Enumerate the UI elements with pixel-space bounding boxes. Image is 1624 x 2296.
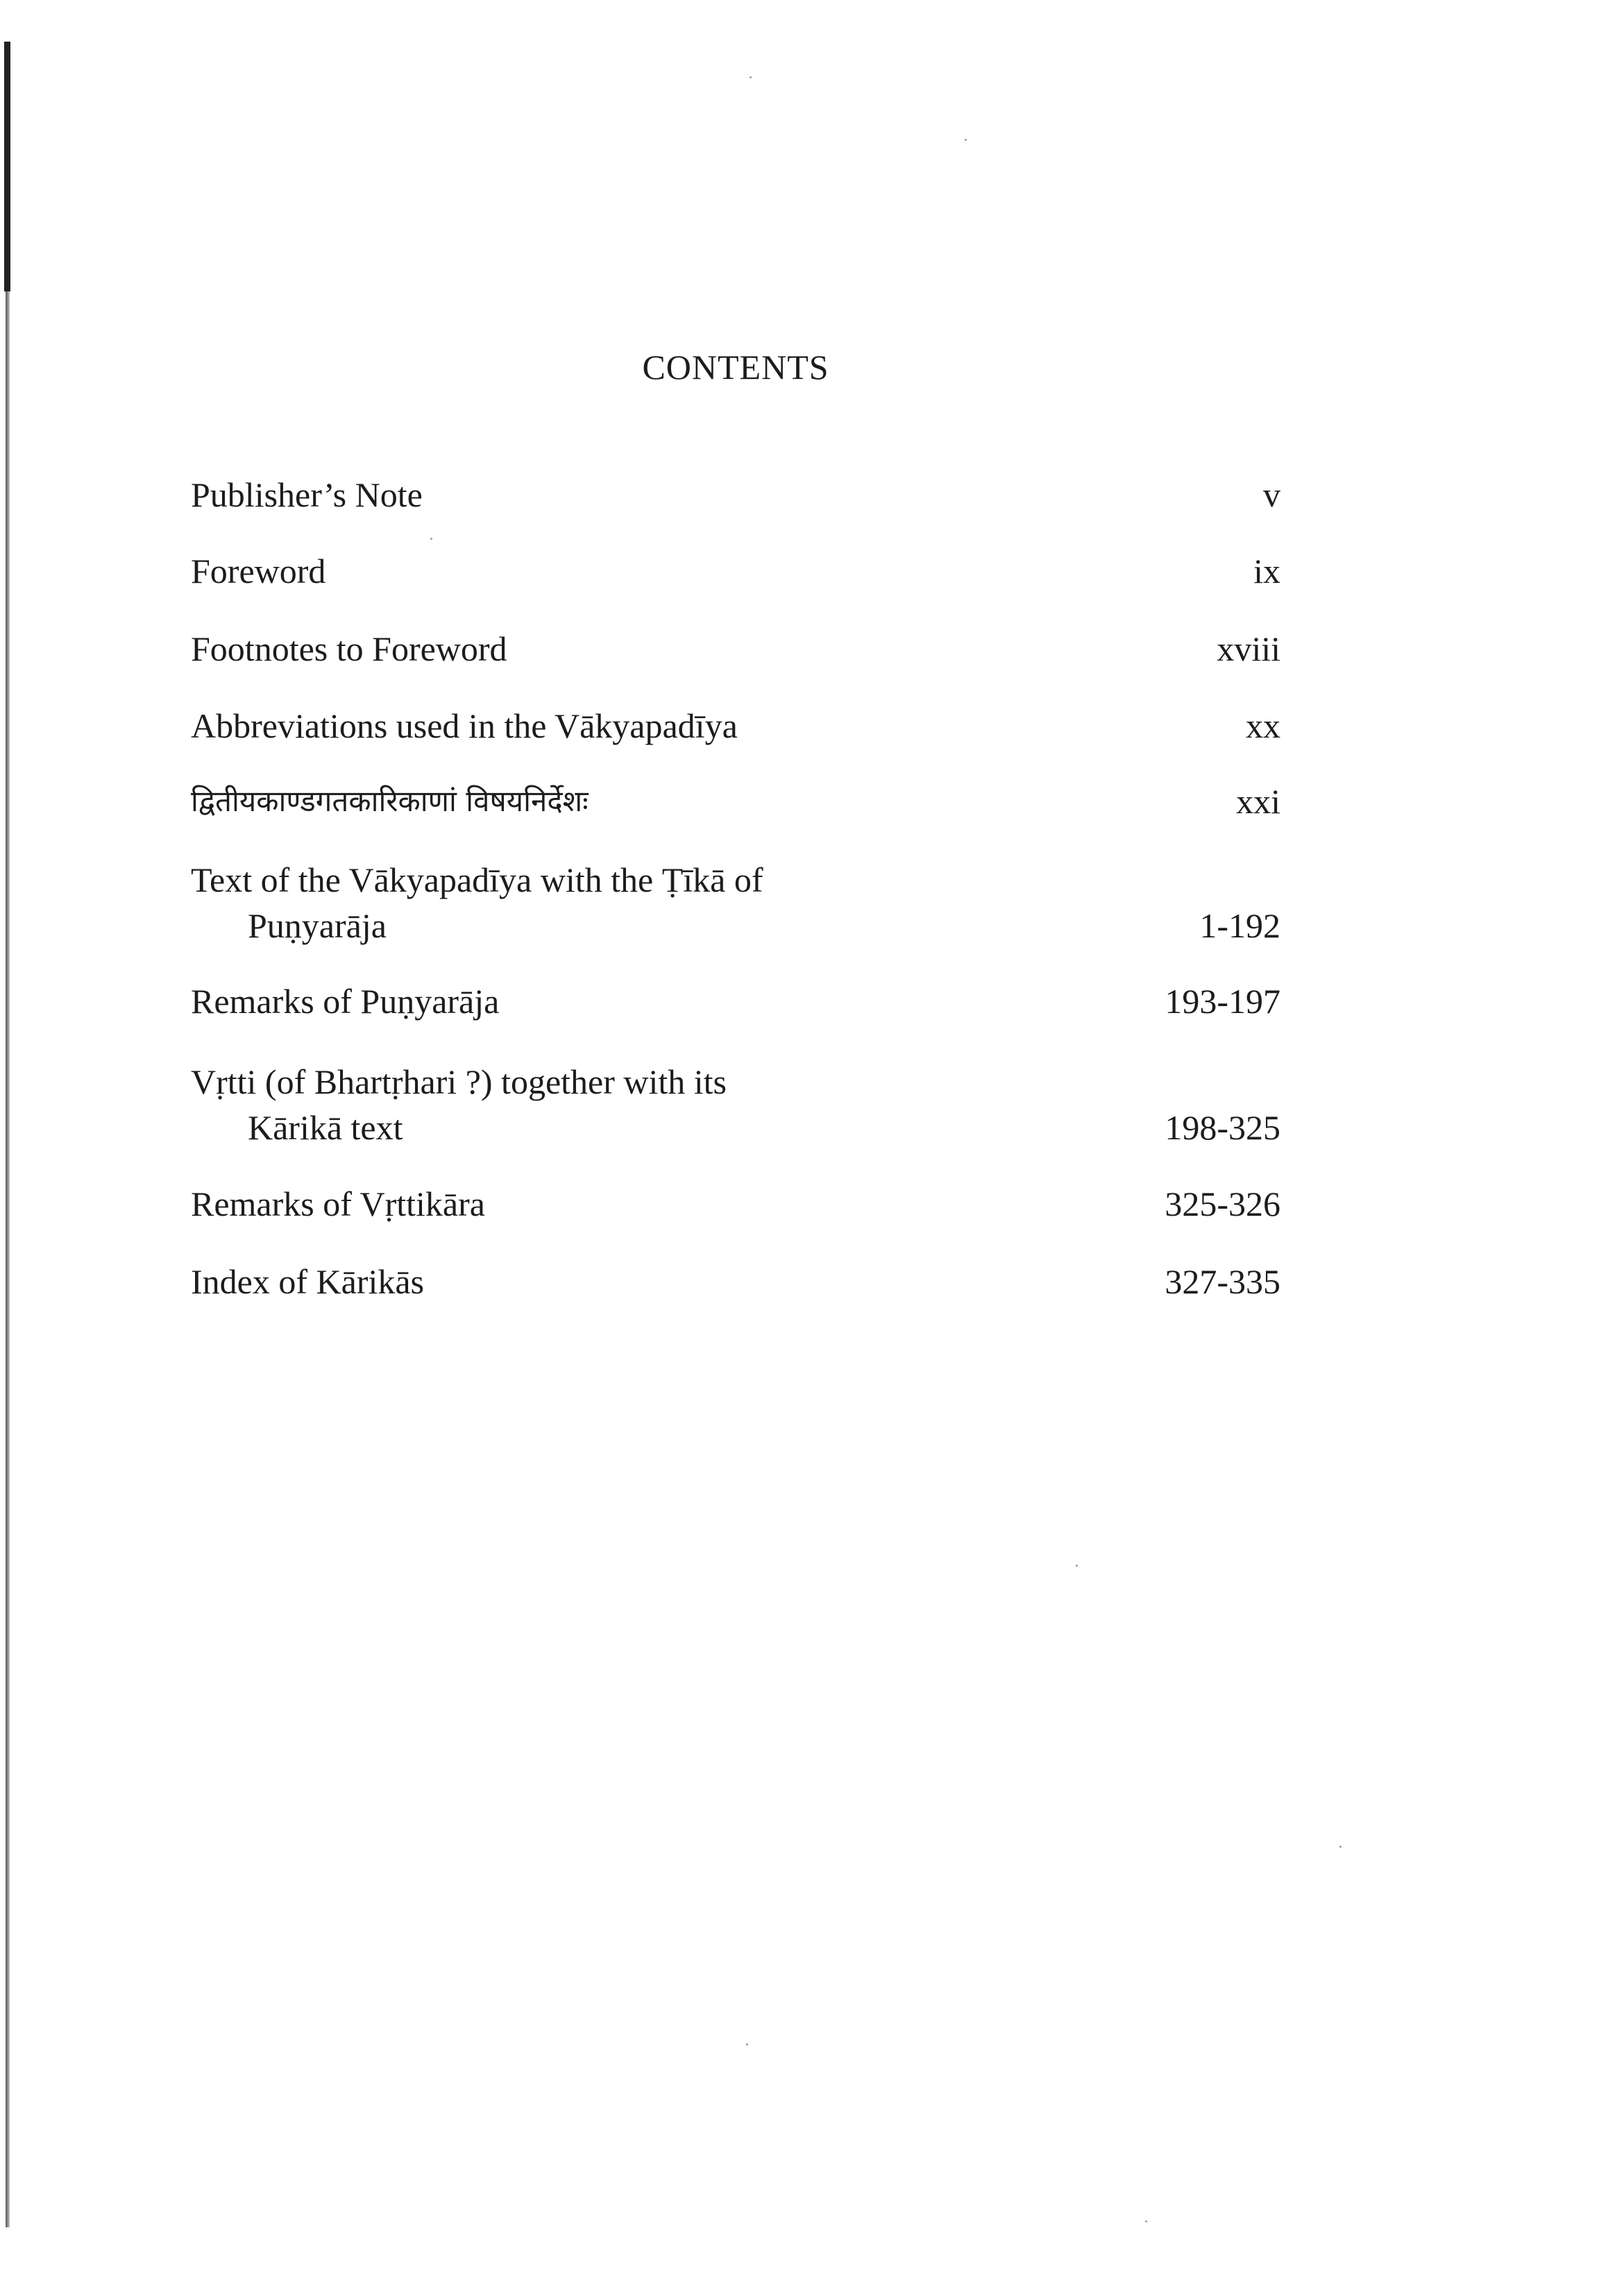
toc-entry-remarks-punyaraja — [191, 978, 1280, 1024]
toc-entry-label-wrap — [191, 1059, 727, 1150]
toc-entry-page: ix — [1253, 552, 1280, 590]
toc-entry-page: 325-326 — [1165, 1184, 1280, 1223]
scan-speck — [1339, 1846, 1342, 1848]
toc-entry-label: Remarks of Puṇyarāja — [191, 982, 500, 1021]
toc-entry-label: Foreword — [191, 552, 326, 590]
toc-entry-page: 198-325 — [1165, 1108, 1280, 1147]
toc-entry-page: xviii — [1217, 629, 1280, 668]
scan-speck — [965, 139, 967, 141]
toc-entry-text-with-tika — [191, 857, 1280, 949]
toc-entry-index-karikas — [191, 1259, 1280, 1304]
toc-entry-abbreviations — [191, 703, 1280, 749]
toc-entry-label: Remarks of Vṛttikāra — [191, 1184, 485, 1223]
scan-speck — [1076, 1565, 1078, 1567]
scan-speck — [1145, 2220, 1147, 2222]
scan-speck — [750, 76, 752, 78]
toc-entry-remarks-vrttikara — [191, 1181, 1280, 1227]
toc-entry-page: v — [1263, 475, 1280, 514]
toc-entry-label: Index of Kārikās — [191, 1262, 424, 1301]
toc-entry-label-continued: Puṇyarāja — [248, 906, 387, 945]
toc-entry-publishers-note — [191, 472, 1280, 518]
page-title: CONTENTS — [642, 348, 829, 386]
binding-edge-shadow — [4, 42, 10, 291]
toc-entry-label-wrap — [191, 857, 763, 949]
toc-entry-vrtti — [191, 1059, 1280, 1150]
toc-entry-page: 327-335 — [1165, 1262, 1280, 1301]
toc-entry-label: द्वितीयकाण्डगतकारिकाणां विषयनिर्देशः — [191, 784, 589, 818]
toc-entry-label: Text of the Vākyapadīya with the Ṭīkā of — [191, 860, 763, 899]
toc-entry-foreword — [191, 548, 1280, 594]
toc-entry-page: 1-192 — [1199, 906, 1280, 945]
toc-entry-label: Vṛtti (of Bhartṛhari ?) together with its — [191, 1062, 727, 1101]
scan-speck — [430, 538, 432, 540]
toc-entry-page: 193-197 — [1165, 982, 1280, 1021]
toc-entry-footnotes — [191, 626, 1280, 672]
toc-entry-page: xx — [1246, 706, 1280, 745]
toc-entry-page: xxi — [1236, 782, 1280, 821]
toc-entry-sanskrit-topics — [191, 779, 1280, 824]
toc-entry-label: Footnotes to Foreword — [191, 629, 507, 668]
scan-speck — [746, 2043, 748, 2046]
toc-entry-label-continued: Kārikā text — [248, 1108, 403, 1147]
toc-entry-label: Publisher’s Note — [191, 475, 423, 514]
toc-entry-label: Abbreviations used in the Vākyapadīya — [191, 706, 738, 745]
